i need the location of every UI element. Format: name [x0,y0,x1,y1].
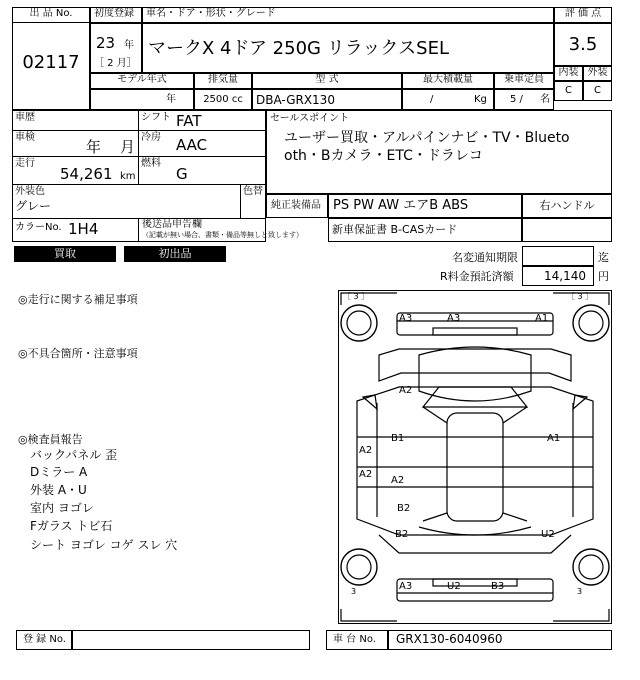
ac-label: 冷房 [141,132,161,143]
mileage-label: 走行 [15,158,35,169]
car-diagram-svg [339,291,611,623]
exterior-score: C [583,81,612,101]
details-hline-3 [12,184,266,185]
car-name: マークX 4ドア 250G リラックスSEL [148,38,449,59]
displacement-label: 排気量 [194,73,252,89]
max-load-label: 最大積載量 [402,73,494,89]
damage-mark-front-bumper-left: A3 [399,313,413,324]
driving-notes-label: ◎走行に関する補足事項 [18,293,138,306]
shift-label: シフト [141,112,171,123]
chassis-label: 車 台 No. [326,630,388,650]
damage-mark-rear-quarter-right: U2 [541,529,555,540]
damage-mark-rear-bumper-right: B3 [491,581,505,592]
aftermarket-label: 後送品申告欄 [142,219,202,230]
color-no-label: カラーNo. [15,222,62,233]
inspector-label: ◎検査員報告 [18,433,83,446]
max-load-value: / [430,94,434,105]
damage-mark-rear-bumper-left: A3 [399,581,413,592]
lot-label: 出 品 No. [12,7,90,23]
ext-color-label: 外装色 [15,186,45,197]
damage-mark-front-fender-left: A2 [399,385,413,396]
equip-label: 純正装備品 [266,194,328,218]
score-label: 評 価 点 [554,7,612,23]
first-reg-year: 23 [96,34,116,52]
type-label: 型 式 [252,73,402,89]
model-year-unit: 年 [166,94,176,105]
steering-value: 右ハンドル [522,194,612,218]
car-diagram [338,290,612,624]
warranty-side [522,218,612,242]
corner-count-bottom-left: 3 [351,587,357,596]
inspection-month: 月 [120,138,136,156]
score-value: 3.5 [568,34,598,55]
inspector-line: Fガラス トビ石 [30,519,113,533]
capacity-label: 乗車定員 [494,73,554,89]
mileage-value: 54,261 [60,165,113,183]
defects-label: ◎不具合箇所・注意事項 [18,347,138,360]
interior-score: C [554,81,583,101]
ext-color-value: グレー [15,199,52,213]
name-change-box [522,246,594,266]
reg-no-box [72,630,310,650]
first-reg-year-unit: 年 [124,40,134,51]
max-load-unit: Kg [474,94,487,105]
damage-mark-rear-door-edge: A2 [359,469,373,480]
type-value: DBA-GRX130 [256,93,335,107]
sales-text-2: oth・Bカメラ・ETC・ドラレコ [284,148,483,164]
corner-count-top-right: ［ 3 ］ [567,292,594,301]
warranty-value: 新車保証書 B-CASカード [332,223,458,236]
color-change-label: 色替 [243,186,263,197]
sales-label: セールスポイント [270,113,350,124]
damage-mark-front-door-left: B1 [391,433,405,444]
inspection-year: 年 [86,138,102,156]
damage-mark-front-door-right: A1 [547,433,561,444]
fuel-label: 燃料 [141,158,161,169]
damage-mark-rear-door-left: A2 [391,475,405,486]
exterior-label: 外装 [583,66,612,81]
first-reg-label: 初度登録 [90,7,142,23]
model-year-cell [90,89,194,110]
ac-value: AAC [176,136,208,154]
mileage-unit: km [120,171,136,182]
color-change-divider [240,184,241,218]
damage-mark-rear-bumper-center: U2 [447,581,461,592]
name-change-unit: 迄 [598,251,609,264]
displacement-value: 2500 cc [194,89,252,110]
shift-value: FAT [176,112,202,130]
model-year-label: モデル年式 [90,73,194,89]
first-reg-month: ［ 2 月］ [94,58,137,69]
details-divider [138,110,139,184]
damage-mark-front-door-edge: A2 [359,445,373,456]
inspection-label: 車検 [15,132,35,143]
recycle-unit: 円 [598,270,609,283]
car-name-label: 車名・ドア・形状・グレード [142,7,554,23]
reg-no-label: 登 録 No. [16,630,72,650]
capacity-value: 5 / [510,94,523,105]
color-no-value: 1H4 [68,220,99,238]
name-change-label: 名変通知期限 [452,251,518,264]
inspector-line: シート ヨゴレ コゲ スレ 穴 [30,538,178,552]
damage-mark-rear-quarter-left: B2 [395,529,409,540]
details-hline-1 [12,130,266,131]
interior-label: 内装 [554,66,583,81]
lot-number: 02117 [22,52,80,73]
inspector-line: Dミラー A [30,465,88,479]
aftermarket-note: （記載が無い場合、書類・備品等無しと致します） [142,231,303,239]
damage-mark-front-bumper-center: A3 [447,313,461,324]
capacity-unit: 名 [540,94,550,105]
damage-mark-rear-fender-left: B2 [397,503,411,514]
corner-count-top-left: ［ 3 ］ [343,292,370,301]
inspector-line: 外装 A・U [30,483,87,497]
recycle-value: 14,140 [544,269,586,283]
chassis-value: GRX130-6040960 [396,632,503,646]
history-label: 車歴 [15,112,35,123]
details-hline-4 [12,218,266,219]
damage-mark-front-bumper-right: A1 [535,313,549,324]
details-hline-2 [12,156,266,157]
fuel-value: G [176,165,188,183]
equipment-value: PS PW AW エアB ABS [328,194,522,218]
corner-count-bottom-right: 3 [577,587,583,596]
buy-button[interactable]: 買取 [14,246,116,262]
inspector-line: 室内 ヨゴレ [30,501,94,515]
aftermarket-divider [138,218,139,242]
first-listing-button[interactable]: 初出品 [124,246,226,262]
recycle-label: R料金預託済額 [440,270,514,283]
sales-text-1: ユーザー買取・アルパインナビ・TV・Blueto [284,130,570,146]
inspector-line: バックパネル 歪 [30,448,118,462]
